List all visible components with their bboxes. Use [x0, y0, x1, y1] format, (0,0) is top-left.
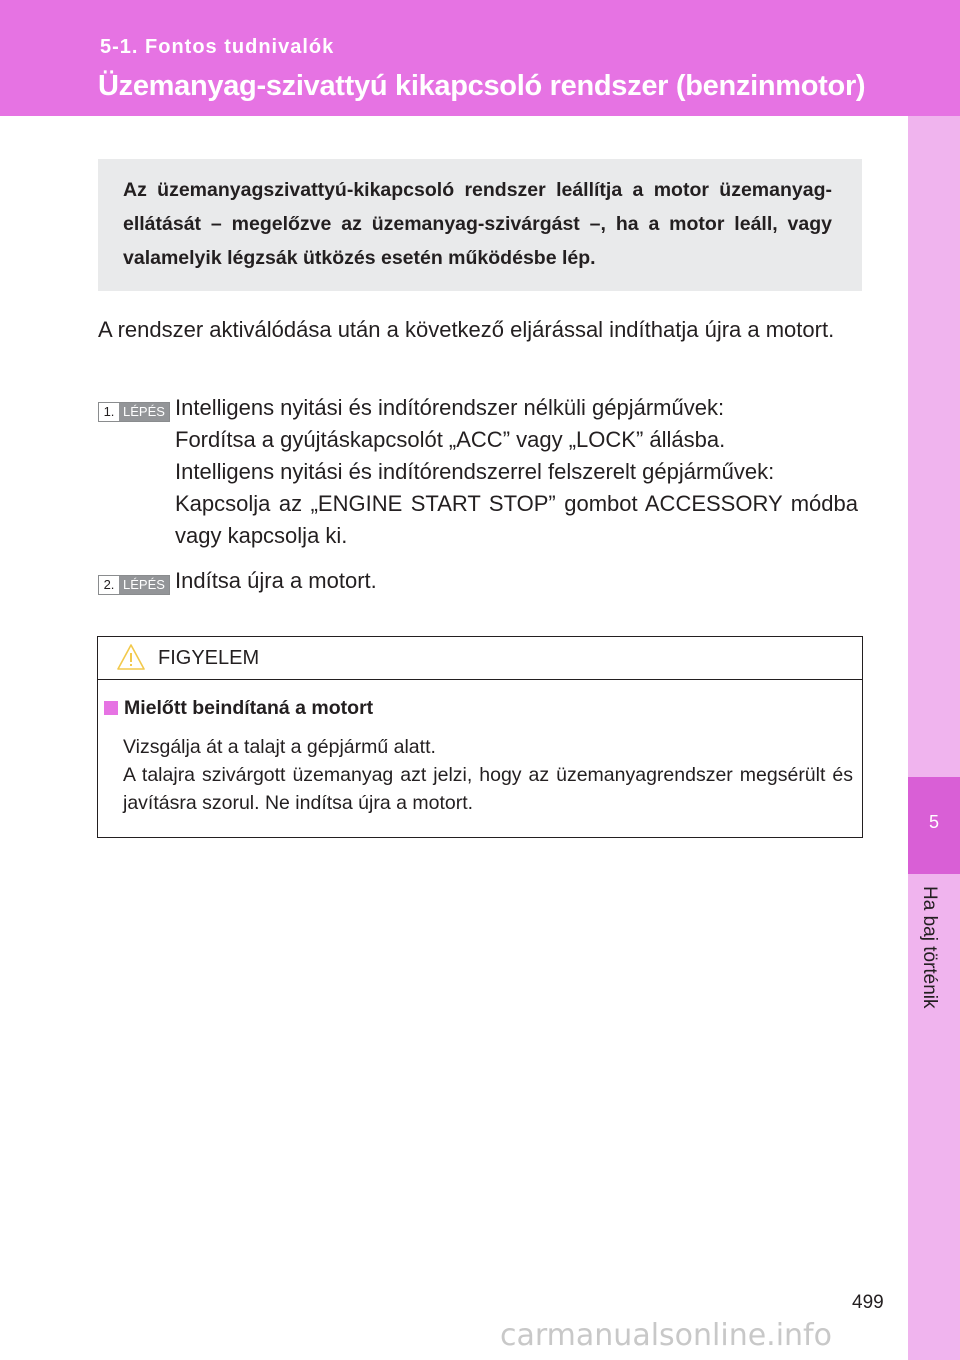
section-label: 5-1. Fontos tudnivalók [100, 36, 335, 58]
warning-label: FIGYELEM [158, 647, 260, 669]
step-word: LÉPÉS [119, 576, 169, 594]
warning-text [123, 733, 853, 817]
step-line: Fordítsa a gyújtáskapcsolót „ACC” vagy „LOCK” állásba. [175, 427, 726, 452]
step-2 [98, 565, 858, 597]
step-number: 2. [103, 577, 115, 592]
step-content [175, 392, 858, 552]
step-line: Indítsa újra a motort. [175, 568, 377, 593]
chapter-title: Ha baj történik [919, 886, 940, 1009]
step-badge [98, 402, 170, 422]
intro-box [98, 159, 862, 291]
step-content [175, 565, 858, 597]
page-number: 499 [852, 1292, 884, 1313]
warning-heading [104, 697, 373, 720]
chapter-side-tab [908, 116, 960, 1360]
warning-triangle-icon [116, 643, 146, 676]
step-badge [98, 575, 170, 595]
body-paragraph: A rendszer aktiválódása után a következő eljárással indíthatja újra a motort. [98, 317, 835, 342]
bullet-square-icon [104, 701, 118, 715]
step-line: Intelligens nyitási és indítórendszerrel felszerelt gépjárművek: [175, 459, 775, 484]
warning-line: Vizsgálja át a talajt a gépjármű alatt. [123, 736, 436, 758]
warning-box [97, 636, 863, 838]
intro-text: Az üzemanyagszivattyú-kikapcsoló rendszer leállítja a motor üzemanyag-ellátását – megelőzve az üzemanyag-szivárgást –, ha a motor leáll, vagy valamelyik légzsák ütközés esetén működésbe lép. [123, 179, 832, 269]
page-title: Üzemanyag-szivattyú kikapcsoló rendszer (benzinmotor) [98, 70, 866, 102]
step-line: Intelligens nyitási és indítórendszer nélküli gépjárművek: [175, 395, 725, 420]
warning-line: A talajra szivárgott üzemanyag azt jelzi, hogy az üzemanyagrendszer megsérült és javításra szorul. Ne indítsa újra a motort. [123, 764, 853, 814]
step-line: Kapcsolja az „ENGINE START STOP” gombot ACCESSORY módba vagy kapcsolja ki. [175, 491, 858, 548]
step-number: 1. [103, 404, 115, 419]
watermark: carmanualsonline.info [500, 1318, 832, 1353]
warning-heading-text: Mielőtt beindítaná a motort [124, 697, 374, 719]
step-1 [98, 392, 858, 552]
header-bar [0, 0, 960, 116]
chapter-number: 5 [928, 812, 939, 832]
warning-header [98, 637, 862, 680]
step-word: LÉPÉS [119, 403, 169, 421]
